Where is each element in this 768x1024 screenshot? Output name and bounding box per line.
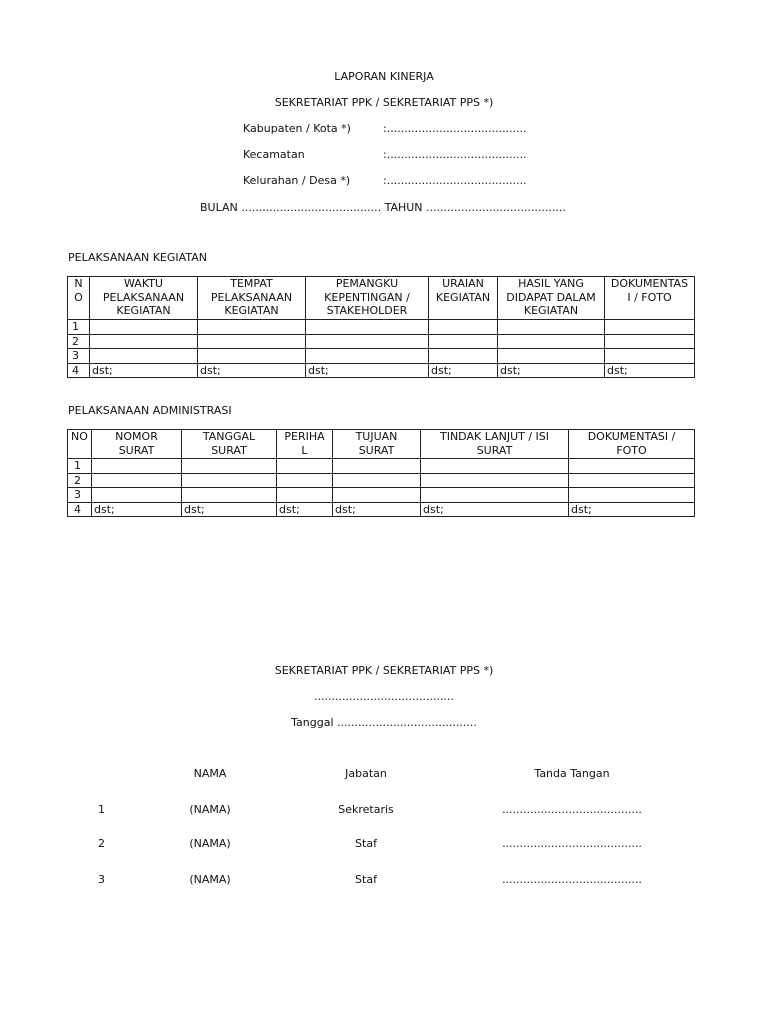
col-header-hasil: HASIL YANG DIDAPAT DALAM KEGIATAN <box>498 277 605 320</box>
field-value-kecamatan: :........................................ <box>383 148 527 161</box>
table-cell: dst; <box>569 502 695 517</box>
table-cell: dst; <box>90 363 198 378</box>
table-cell <box>421 459 569 474</box>
field-value-kabupaten: :........................................ <box>383 122 527 135</box>
signature-row-number: 3 <box>98 873 105 886</box>
table-cell <box>182 473 277 488</box>
table-cell: dst; <box>605 363 695 378</box>
table-cell <box>333 473 421 488</box>
table-cell <box>498 320 605 335</box>
table-row <box>68 334 695 349</box>
table-cell <box>306 349 429 364</box>
table-header-row <box>68 277 695 320</box>
table-cell <box>92 459 182 474</box>
table-administrasi <box>67 429 695 517</box>
table-row <box>68 502 695 517</box>
col-header-pemangku: PEMANGKU KEPENTINGAN / STAKEHOLDER <box>306 277 429 320</box>
table-cell <box>429 320 498 335</box>
table-cell <box>421 488 569 503</box>
col-header-dokumentasi: DOKUMENTAS I / FOTO <box>605 277 695 320</box>
signature-row-jabatan: Sekretaris <box>338 803 394 816</box>
table-kegiatan <box>67 276 695 378</box>
col-header-nomor-surat: NOMOR SURAT <box>92 430 182 459</box>
table-cell: dst; <box>498 363 605 378</box>
table-cell <box>429 334 498 349</box>
table-cell <box>429 349 498 364</box>
row-number: 2 <box>68 473 92 488</box>
signature-header-nama: NAMA <box>193 767 227 780</box>
table-cell: dst; <box>277 502 333 517</box>
table-row <box>68 320 695 335</box>
table-cell <box>277 473 333 488</box>
table-row <box>68 473 695 488</box>
table-cell <box>306 334 429 349</box>
signature-row-ttd: ........................................ <box>502 873 642 886</box>
col-header-waktu: WAKTU PELAKSANAAN KEGIATAN <box>90 277 198 320</box>
field-label-kecamatan: Kecamatan <box>243 148 305 161</box>
row-number: 2 <box>68 334 90 349</box>
table-cell: dst; <box>92 502 182 517</box>
signature-date: Tanggal ........................................ <box>291 716 477 729</box>
row-number: 3 <box>68 488 92 503</box>
table-cell <box>182 459 277 474</box>
col-header-tanggal-surat: TANGGAL SURAT <box>182 430 277 459</box>
signature-row-ttd: ........................................ <box>502 837 642 850</box>
report-subtitle: SEKRETARIAT PPK / SEKRETARIAT PPS *) <box>274 96 494 109</box>
table-cell <box>333 488 421 503</box>
signature-row-jabatan: Staf <box>355 873 377 886</box>
col-header-tindak-lanjut: TINDAK LANJUT / ISI SURAT <box>421 430 569 459</box>
table-cell <box>569 488 695 503</box>
row-number: 4 <box>68 363 90 378</box>
table-cell <box>90 349 198 364</box>
row-number: 3 <box>68 349 90 364</box>
table-cell <box>421 473 569 488</box>
col-header-no: NO <box>68 430 92 459</box>
signature-header-jabatan: Jabatan <box>345 767 387 780</box>
table-cell <box>92 473 182 488</box>
table-row <box>68 363 695 378</box>
table-cell: dst; <box>429 363 498 378</box>
col-header-tujuan-surat: TUJUAN SURAT <box>333 430 421 459</box>
signature-row-number: 2 <box>98 837 105 850</box>
field-label-kelurahan: Kelurahan / Desa *) <box>243 174 351 187</box>
table-cell <box>333 459 421 474</box>
table-cell <box>277 459 333 474</box>
col-header-dokumentasi: DOKUMENTASI / FOTO <box>569 430 695 459</box>
table-cell <box>605 320 695 335</box>
row-number: 4 <box>68 502 92 517</box>
table-cell <box>498 334 605 349</box>
signature-row-nama: (NAMA) <box>189 803 231 816</box>
table-header-row <box>68 430 695 459</box>
section-title-kegiatan: PELAKSANAAN KEGIATAN <box>68 251 207 264</box>
table-row <box>68 488 695 503</box>
table-cell <box>569 459 695 474</box>
table-cell <box>198 349 306 364</box>
table-cell: dst; <box>333 502 421 517</box>
col-header-perihal: PERIHA L <box>277 430 333 459</box>
table-cell <box>498 349 605 364</box>
table-cell <box>182 488 277 503</box>
row-number: 1 <box>68 320 90 335</box>
table-cell <box>90 320 198 335</box>
col-header-no: N O <box>68 277 90 320</box>
signature-row-jabatan: Staf <box>355 837 377 850</box>
table-cell <box>198 320 306 335</box>
table-cell <box>198 334 306 349</box>
field-value-kelurahan: :........................................ <box>383 174 527 187</box>
signature-row-nama: (NAMA) <box>189 837 231 850</box>
signature-org: SEKRETARIAT PPK / SEKRETARIAT PPS *) <box>274 664 494 677</box>
table-row <box>68 349 695 364</box>
table-cell <box>277 488 333 503</box>
row-number: 1 <box>68 459 92 474</box>
table-cell <box>605 334 695 349</box>
table-cell <box>605 349 695 364</box>
table-cell: dst; <box>306 363 429 378</box>
table-cell: dst; <box>182 502 277 517</box>
table-cell: dst; <box>421 502 569 517</box>
table-cell <box>92 488 182 503</box>
signature-row-ttd: ........................................ <box>502 803 642 816</box>
signature-header-ttd: Tanda Tangan <box>534 767 610 780</box>
table-row <box>68 459 695 474</box>
signature-row-number: 1 <box>98 803 105 816</box>
signature-row-nama: (NAMA) <box>189 873 231 886</box>
table-cell <box>306 320 429 335</box>
table-cell <box>90 334 198 349</box>
section-title-administrasi: PELAKSANAAN ADMINISTRASI <box>68 404 232 417</box>
field-label-kabupaten: Kabupaten / Kota *) <box>243 122 351 135</box>
signature-place: ........................................ <box>314 690 454 703</box>
table-cell: dst; <box>198 363 306 378</box>
table-cell <box>569 473 695 488</box>
report-title: LAPORAN KINERJA <box>334 70 434 83</box>
col-header-tempat: TEMPAT PELAKSANAAN KEGIATAN <box>198 277 306 320</box>
period-line: BULAN ........................................ TAHUN ........................................ <box>200 201 566 214</box>
col-header-uraian: URAIAN KEGIATAN <box>429 277 498 320</box>
